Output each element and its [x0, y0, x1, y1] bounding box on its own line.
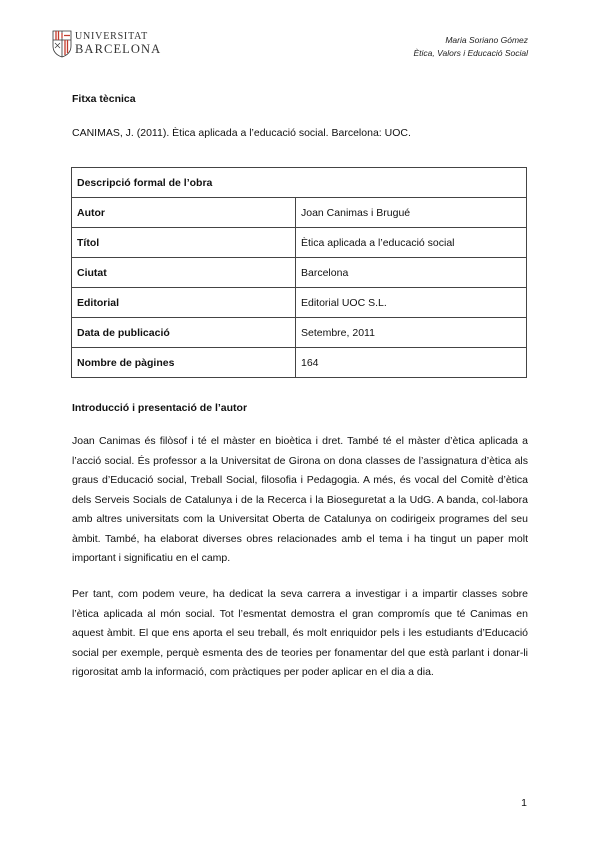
row-value: 164 [296, 348, 527, 378]
table-row [72, 318, 527, 348]
table-heading: Descripció formal de l’obra [72, 168, 527, 198]
row-label: Data de publicació [72, 318, 296, 348]
table-row [72, 288, 527, 318]
table-row [72, 258, 527, 288]
logo-wordmark-line1: UNIVERSITAT [75, 31, 148, 42]
page-header [414, 34, 529, 60]
row-label: Ciutat [72, 258, 296, 288]
header-course: Ètica, Valors i Educació Social [413, 48, 528, 58]
header-author: Maria Soriano Gómez [445, 35, 528, 45]
book-info-table [71, 167, 527, 378]
section-title-intro: Introducció i presentació de l’autor [72, 402, 248, 414]
table-heading-row [72, 168, 527, 198]
page-number: 1 [521, 797, 527, 809]
row-value: Ètica aplicada a l’educació social [296, 228, 527, 258]
row-label: Editorial [72, 288, 296, 318]
row-value: Editorial UOC S.L. [296, 288, 527, 318]
citation: CANIMAS, J. (2011). Ètica aplicada a l’educació social. Barcelona: UOC. [72, 127, 411, 139]
intro-paragraph-1: Joan Canimas és filòsof i té el màster en bioètica i dret. També té el màster d’ètica aplicada a l’acció social. És professor a la Universitat de Girona on dona classes de l’assignatura d’ètica als graus d’Educació social, Treball Social, filosofia i Pedagogia. A més, és vocal del Comitè d’ètica dels Serveis Socials de Catalunya i de la Recerca i la Bioseguretat a la UdG. A banda, col·labora amb altres universitats com la Universitat Oberta de Catalunya on codirigeix programes del seu àmbit. També, ha elaborat diverses obres relacionades amb el tema i ha tingut un paper molt important i significatiu en el camp. [72, 435, 528, 564]
university-logo [52, 30, 162, 60]
row-label: Títol [72, 228, 296, 258]
logo-wordmark-line2: BARCELONA [75, 42, 162, 56]
row-value: Setembre, 2011 [296, 318, 527, 348]
shield-icon [52, 30, 72, 58]
row-value: Joan Canimas i Brugué [296, 198, 527, 228]
row-label: Autor [72, 198, 296, 228]
table-row [72, 198, 527, 228]
intro-paragraph-2: Per tant, com podem veure, ha dedicat la seva carrera a investigar i a impartir classes sobre l’ètica aplicada al món social. Tot l’esmentat demostra el gran compromís que té Canimas en aquest àmbit. El que ens aporta el seu treball, és molt enriquidor pels i les estudiants d’Educació social per exemple, perquè esmenta des de teories per fonamentar del que està parlant i donar-li rigorositat amb la informació, com pràctiques per poder aplicar en el dia a dia. [72, 588, 528, 678]
table-row [72, 348, 527, 378]
row-label: Nombre de pàgines [72, 348, 296, 378]
table-row [72, 228, 527, 258]
section-title-fitxa: Fitxa tècnica [72, 93, 136, 105]
row-value: Barcelona [296, 258, 527, 288]
